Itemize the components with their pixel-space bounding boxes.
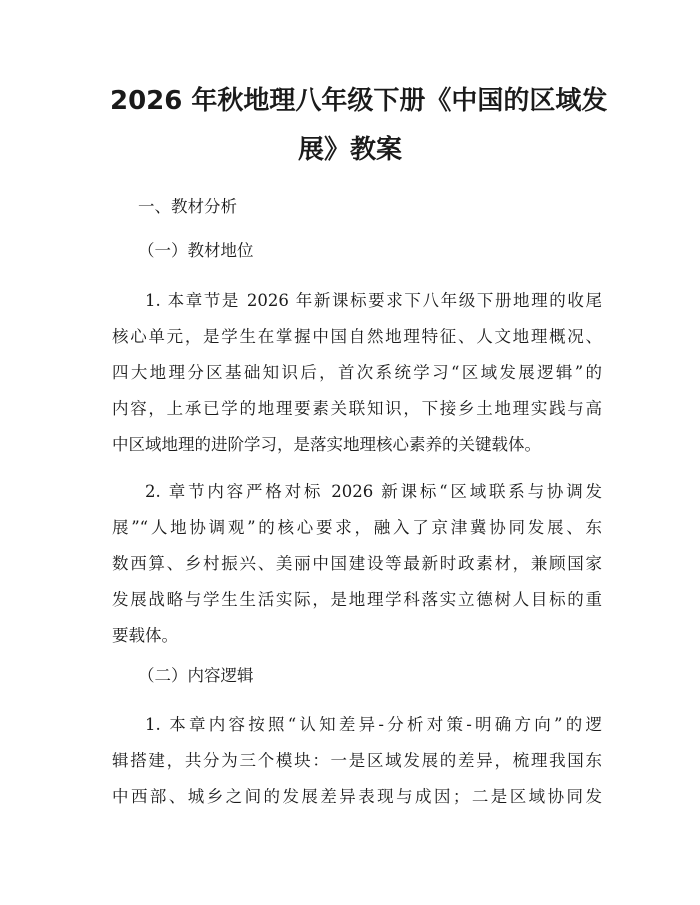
section-heading: 一、教材分析 [138,197,237,216]
paragraph-line: 1. 本章节是 2026 年新课标要求下八年级下册地理的收尾 [145,291,602,310]
paragraph-1 [112,283,602,463]
paragraph-line: 展”“人地协调观”的核心要求，融入了京津冀协同发展、东 [112,518,602,537]
paragraph-line: 要载体。 [112,626,178,645]
paragraph-line: 数西算、乡村振兴、美丽中国建设等最新时政素材，兼顾国家 [112,554,602,573]
paragraph-line: 中区域地理的进阶学习，是落实地理核心素养的关键载体。 [112,435,541,454]
paragraph-line: 2. 章节内容严格对标 2026 新课标“区域联系与协调发 [145,482,602,501]
paragraph-line: 四大地理分区基础知识后，首次系统学习“区域发展逻辑”的 [112,363,602,382]
title-line-1: 2026 年秋地理八年级下册《中国的区域发 [110,86,608,116]
paragraph-line: 核心单元，是学生在掌握中国自然地理特征、人文地理概况、 [112,327,602,346]
paragraph-3 [112,707,602,815]
paragraph-line: 1. 本章内容按照“认知差异-分析对策-明确方向”的逻 [145,715,602,734]
paragraph-line: 中西部、城乡之间的发展差异表现与成因；二是区域协同发 [112,787,602,806]
paragraph-2 [112,474,602,654]
subsection-heading: （二）内容逻辑 [138,666,254,685]
subsection-heading: （一）教材地位 [138,241,254,260]
paragraph-line: 发展战略与学生生活实际，是地理学科落实立德树人目标的重 [112,590,602,609]
paragraph-line: 辑搭建，共分为三个模块：一是区域发展的差异，梳理我国东 [112,751,602,770]
title-line-2: 展》教案 [297,135,402,165]
paragraph-line: 内容，上承已学的地理要素关联知识，下接乡土地理实践与高 [112,399,602,418]
document-title [110,77,608,175]
